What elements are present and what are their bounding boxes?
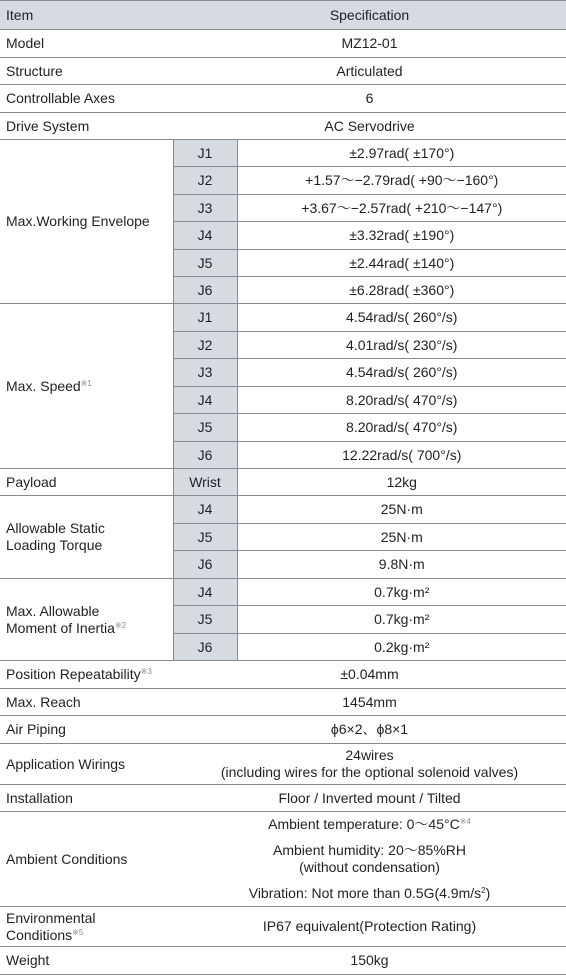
torque-value: 9.8N·m [237, 551, 566, 579]
label-torque: Allowable Static Loading Torque [0, 496, 173, 579]
label-model: Model [0, 30, 173, 58]
row-drive [0, 113, 566, 140]
ambient-vibration [179, 885, 560, 902]
inertia-value: 0.7kg·m² [237, 606, 566, 634]
row-ambient [0, 812, 566, 907]
label-env-cell [0, 907, 173, 947]
label-axes: Controllable Axes [0, 85, 173, 113]
label-wirings: Application Wirings [0, 744, 173, 785]
joint-label: J4 [173, 387, 237, 414]
label-ambient: Ambient Conditions [0, 812, 173, 907]
ambient-temperature [179, 816, 560, 833]
envelope-value: ±6.28rad( ±360°) [237, 277, 566, 304]
row-inertia-j4 [0, 579, 566, 606]
label-repeat: Position Repeatability [6, 666, 141, 682]
note-mark: ※4 [459, 817, 471, 826]
label-drive: Drive System [0, 113, 173, 140]
torque-value: 25N·m [237, 524, 566, 551]
payload-sub: Wrist [173, 469, 237, 496]
row-weight [0, 947, 566, 975]
row-payload [0, 469, 566, 496]
row-air [0, 716, 566, 744]
row-reach [0, 689, 566, 716]
joint-label: J5 [173, 414, 237, 442]
label-inertia: Max. Allowable Moment of Inertia [6, 602, 115, 636]
speed-value: 12.22rad/s( 700°/s) [237, 442, 566, 469]
header-row [0, 1, 566, 30]
label-payload: Payload [0, 469, 173, 496]
label-speed-cell [0, 304, 173, 469]
row-envelope-j1 [0, 140, 566, 167]
vibration-exponent: 2 [481, 886, 486, 895]
label-repeat-cell [0, 661, 173, 689]
speed-value: 4.54rad/s( 260°/s) [237, 359, 566, 387]
joint-label: J6 [173, 551, 237, 579]
ambient-vibration-text: Vibration: Not more than 0.5G(4.9m/s [248, 885, 482, 901]
joint-label: J4 [173, 579, 237, 606]
envelope-value: ±3.32rad( ±190°) [237, 222, 566, 250]
joint-label: J1 [173, 304, 237, 332]
joint-label: J1 [173, 140, 237, 167]
label-install: Installation [0, 785, 173, 812]
row-torque-j4 [0, 496, 566, 524]
joint-label: J2 [173, 332, 237, 359]
row-model [0, 30, 566, 58]
speed-value: 4.01rad/s( 230°/s) [237, 332, 566, 359]
label-inertia-cell [0, 579, 173, 661]
envelope-value: ±2.97rad( ±170°) [237, 140, 566, 167]
inertia-value: 0.7kg·m² [237, 579, 566, 606]
label-weight: Weight [0, 947, 173, 975]
note-mark: ※3 [140, 667, 152, 676]
joint-label: J4 [173, 496, 237, 524]
row-axes [0, 85, 566, 113]
joint-label: J3 [173, 359, 237, 387]
joint-label: J5 [173, 524, 237, 551]
joint-label: J3 [173, 195, 237, 222]
header-spec: Specification [173, 1, 566, 30]
joint-label: J2 [173, 167, 237, 195]
label-envelope: Max.Working Envelope [0, 140, 173, 304]
joint-label: J6 [173, 442, 237, 469]
value-structure: Articulated [173, 58, 566, 85]
value-model: MZ12-01 [173, 30, 566, 58]
row-env [0, 907, 566, 947]
row-repeat [0, 661, 566, 689]
value-axes: 6 [173, 85, 566, 113]
envelope-value: ±2.44rad( ±140°) [237, 250, 566, 277]
note-mark: ※5 [72, 927, 84, 937]
joint-label: J6 [173, 277, 237, 304]
value-ambient [173, 812, 566, 907]
joint-label: J6 [173, 634, 237, 661]
header-item: Item [0, 1, 173, 30]
value-repeat: ±0.04mm [173, 661, 566, 689]
row-install [0, 785, 566, 812]
inertia-value: 0.2kg·m² [237, 634, 566, 661]
envelope-value: +1.57〜−2.79rad( +90〜−160°) [237, 167, 566, 195]
speed-value: 4.54rad/s( 260°/s) [237, 304, 566, 332]
value-drive: AC Servodrive [173, 113, 566, 140]
value-env: IP67 equivalent(Protection Rating) [173, 907, 566, 947]
label-air: Air Piping [0, 716, 173, 744]
row-structure [0, 58, 566, 85]
note-mark: ※2 [114, 620, 127, 630]
value-install: Floor / Inverted mount / Tilted [173, 785, 566, 812]
envelope-value: +3.67〜−2.57rad( +210〜−147°) [237, 195, 566, 222]
ambient-temperature-text: Ambient temperature: 0〜45°C [268, 816, 460, 832]
joint-label: J5 [173, 250, 237, 277]
label-env: Environmental Conditions [6, 909, 96, 943]
note-mark: ※1 [80, 378, 92, 388]
row-wirings [0, 744, 566, 785]
label-speed: Max. Speed [6, 377, 81, 394]
speed-value: 8.20rad/s( 470°/s) [237, 414, 566, 442]
value-reach: 1454mm [173, 689, 566, 716]
label-structure: Structure [0, 58, 173, 85]
ambient-vibration-end: ) [485, 885, 491, 901]
joint-label: J4 [173, 222, 237, 250]
joint-label: J5 [173, 606, 237, 634]
value-wirings: 24wires (including wires for the optional solenoid valves) [173, 744, 566, 785]
torque-value: 25N·m [237, 496, 566, 524]
payload-value: 12kg [237, 469, 566, 496]
value-air: ϕ6×2、ϕ8×1 [173, 716, 566, 744]
row-speed-j1 [0, 304, 566, 332]
ambient-humidity: Ambient humidity: 20〜85%RH (without condensation) [273, 842, 466, 875]
speed-value: 8.20rad/s( 470°/s) [237, 387, 566, 414]
value-weight: 150kg [173, 947, 566, 975]
label-reach: Max. Reach [0, 689, 173, 716]
